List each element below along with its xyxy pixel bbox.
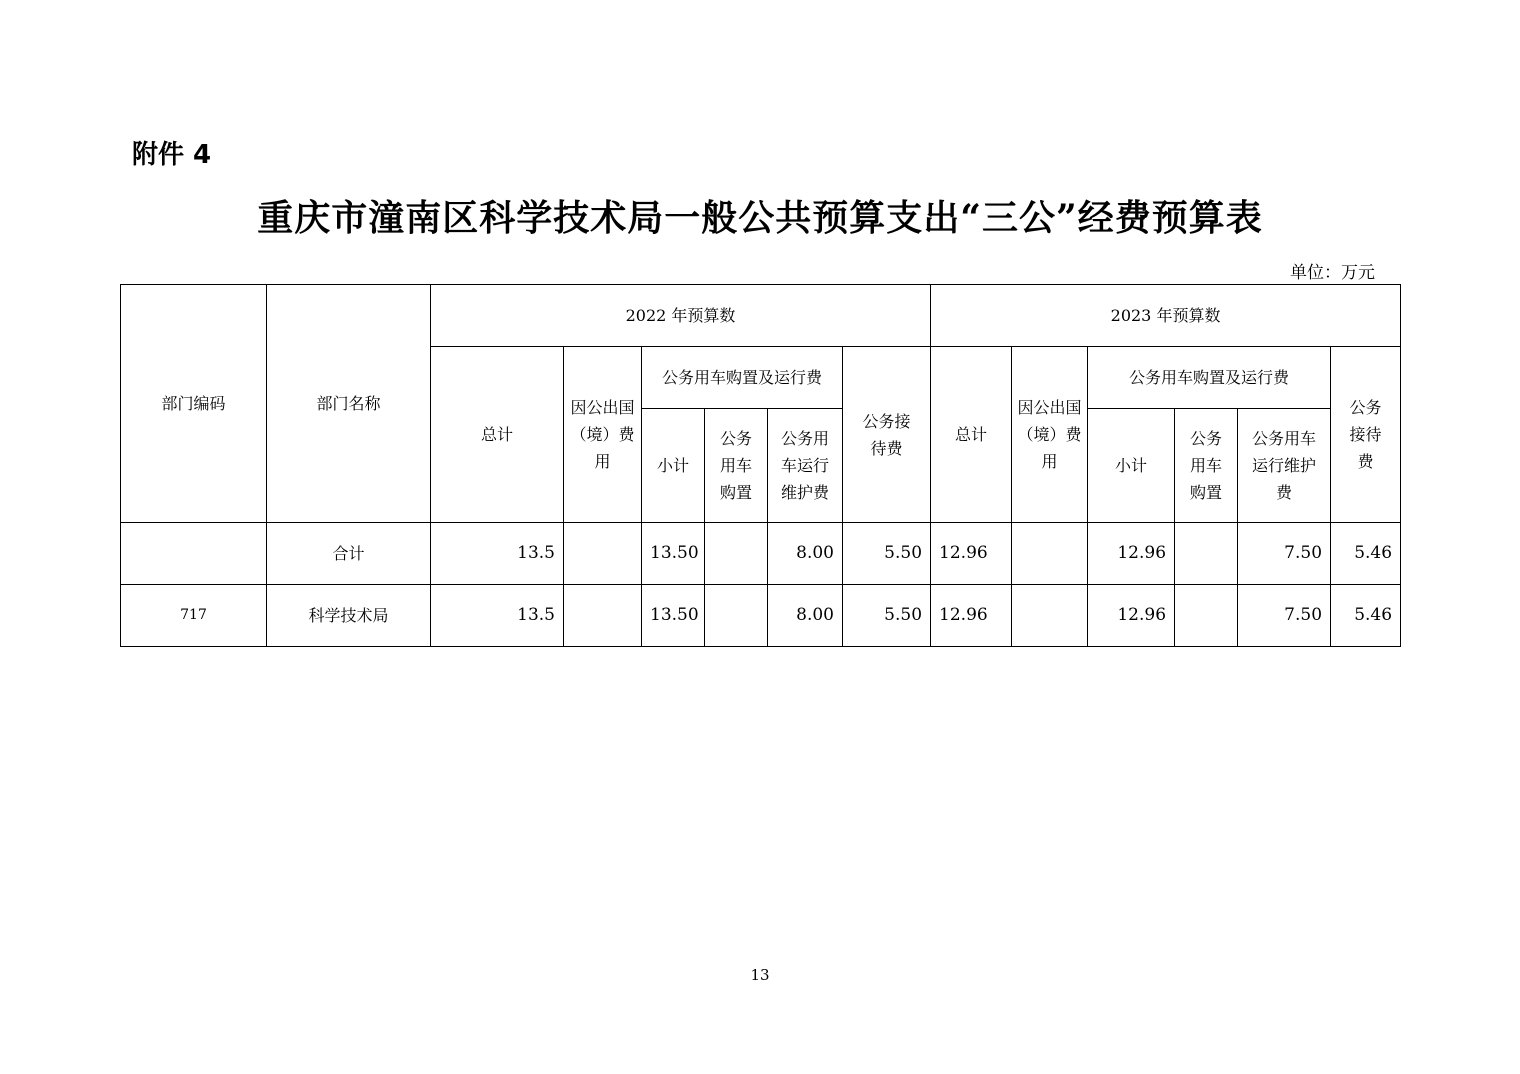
attachment-label: 附件 4 — [132, 140, 212, 170]
value-cell: 5.50 — [843, 523, 931, 585]
value-cell — [705, 523, 768, 585]
value-cell — [564, 523, 642, 585]
value-cell: 13.50 — [642, 585, 705, 647]
page-number: 13 — [750, 966, 770, 984]
value-cell: 5.46 — [1331, 585, 1401, 647]
header-2023-subtotal: 小计 — [1088, 409, 1175, 523]
value-cell: 8.00 — [768, 585, 843, 647]
table-row — [121, 523, 1401, 585]
value-cell: 12.96 — [931, 585, 1012, 647]
value-cell: 5.50 — [843, 585, 931, 647]
header-dept-code: 部门编码 — [121, 285, 267, 523]
unit-label: 单位：万元 — [1290, 263, 1375, 283]
dept-name-cell: 科学技术局 — [267, 585, 431, 647]
value-cell: 12.96 — [931, 523, 1012, 585]
value-cell — [564, 585, 642, 647]
value-cell: 7.50 — [1238, 585, 1331, 647]
header-2023-vehicle-operation: 公务用车运行维护费 — [1238, 409, 1331, 523]
value-cell: 12.96 — [1088, 523, 1175, 585]
dept-code-cell: 717 — [121, 585, 267, 647]
value-cell: 7.50 — [1238, 523, 1331, 585]
dept-name-cell: 合计 — [267, 523, 431, 585]
value-cell: 13.5 — [431, 585, 564, 647]
header-2022-reception: 公务接待费 — [843, 347, 931, 523]
header-dept-name: 部门名称 — [267, 285, 431, 523]
page-title: 重庆市潼南区科学技术局一般公共预算支出“三公”经费预算表 — [257, 197, 1263, 239]
value-cell — [1175, 585, 1238, 647]
value-cell — [1012, 523, 1088, 585]
value-cell — [1012, 585, 1088, 647]
value-cell: 13.50 — [642, 523, 705, 585]
header-2022-abroad: 因公出国（境）费用 — [564, 347, 642, 523]
header-2022-vehicle-group: 公务用车购置及运行费 — [642, 347, 843, 409]
value-cell: 13.5 — [431, 523, 564, 585]
header-2023-vehicle-purchase: 公务用车购置 — [1175, 409, 1238, 523]
header-2023-vehicle-group: 公务用车购置及运行费 — [1088, 347, 1331, 409]
header-2022-total: 总计 — [431, 347, 564, 523]
header-2022-vehicle-operation: 公务用车运行维护费 — [768, 409, 843, 523]
value-cell — [1175, 523, 1238, 585]
value-cell — [705, 585, 768, 647]
value-cell: 8.00 — [768, 523, 843, 585]
value-cell: 12.96 — [1088, 585, 1175, 647]
header-2022-subtotal: 小计 — [642, 409, 705, 523]
header-2022-vehicle-purchase: 公务用车购置 — [705, 409, 768, 523]
budget-table — [120, 284, 1401, 647]
table-row — [121, 585, 1401, 647]
header-2023-abroad: 因公出国（境）费用 — [1012, 347, 1088, 523]
value-cell: 5.46 — [1331, 523, 1401, 585]
dept-code-cell — [121, 523, 267, 585]
header-2023-reception: 公务接待费 — [1331, 347, 1401, 523]
header-year-2023: 2023 年预算数 — [931, 285, 1401, 347]
header-2023-total: 总计 — [931, 347, 1012, 523]
header-year-2022: 2022 年预算数 — [431, 285, 931, 347]
